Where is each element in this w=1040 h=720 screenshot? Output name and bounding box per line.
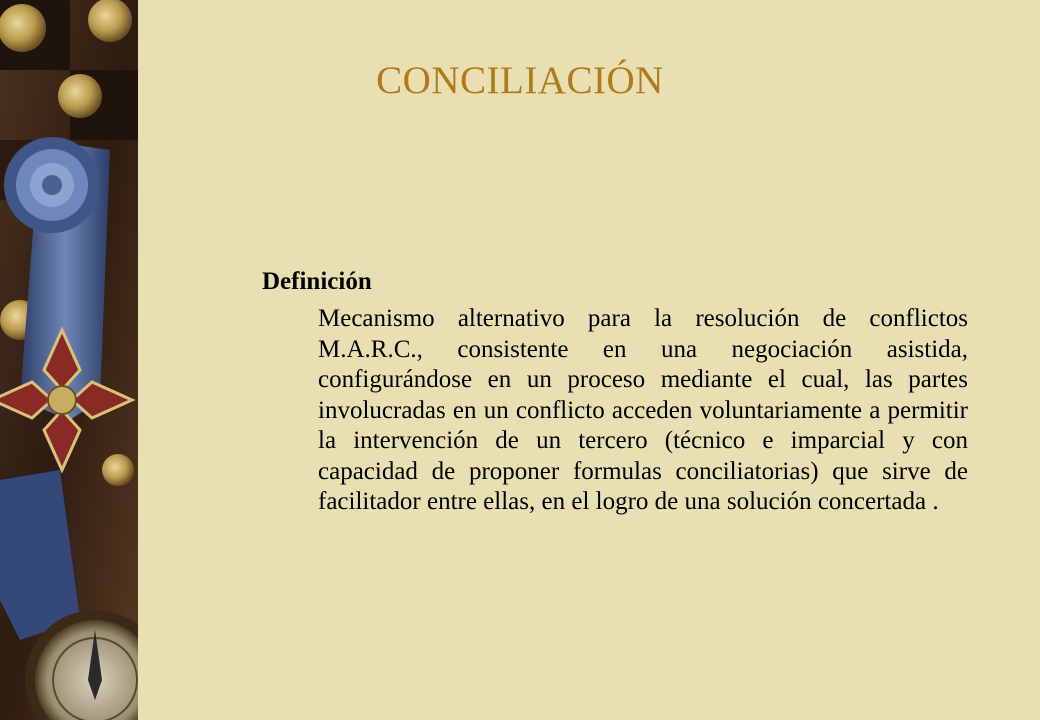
definition-paragraph: Mecanismo alternativo para la resolución de conflictos M.A.R.C., consistente en una negociación asistida, configurándose en un proceso mediante el cual, las partes involucradas en un conflicto acceden voluntariamente a permitir la intervención de un tercero (técnico e imparcial y con capacidad de proponer formulas conciliatorias) que sirve de facilitador entre ellas, en el logro de una solución concertada . — [318, 305, 968, 515]
medals-and-compass-illustration — [0, 0, 138, 720]
slide-title — [0, 58, 1040, 103]
slide-title-text: CONCILIACIÓN — [376, 59, 664, 102]
section-heading: Definición — [262, 268, 372, 295]
definition-section — [262, 268, 968, 518]
decorative-medals-photo — [0, 0, 138, 720]
